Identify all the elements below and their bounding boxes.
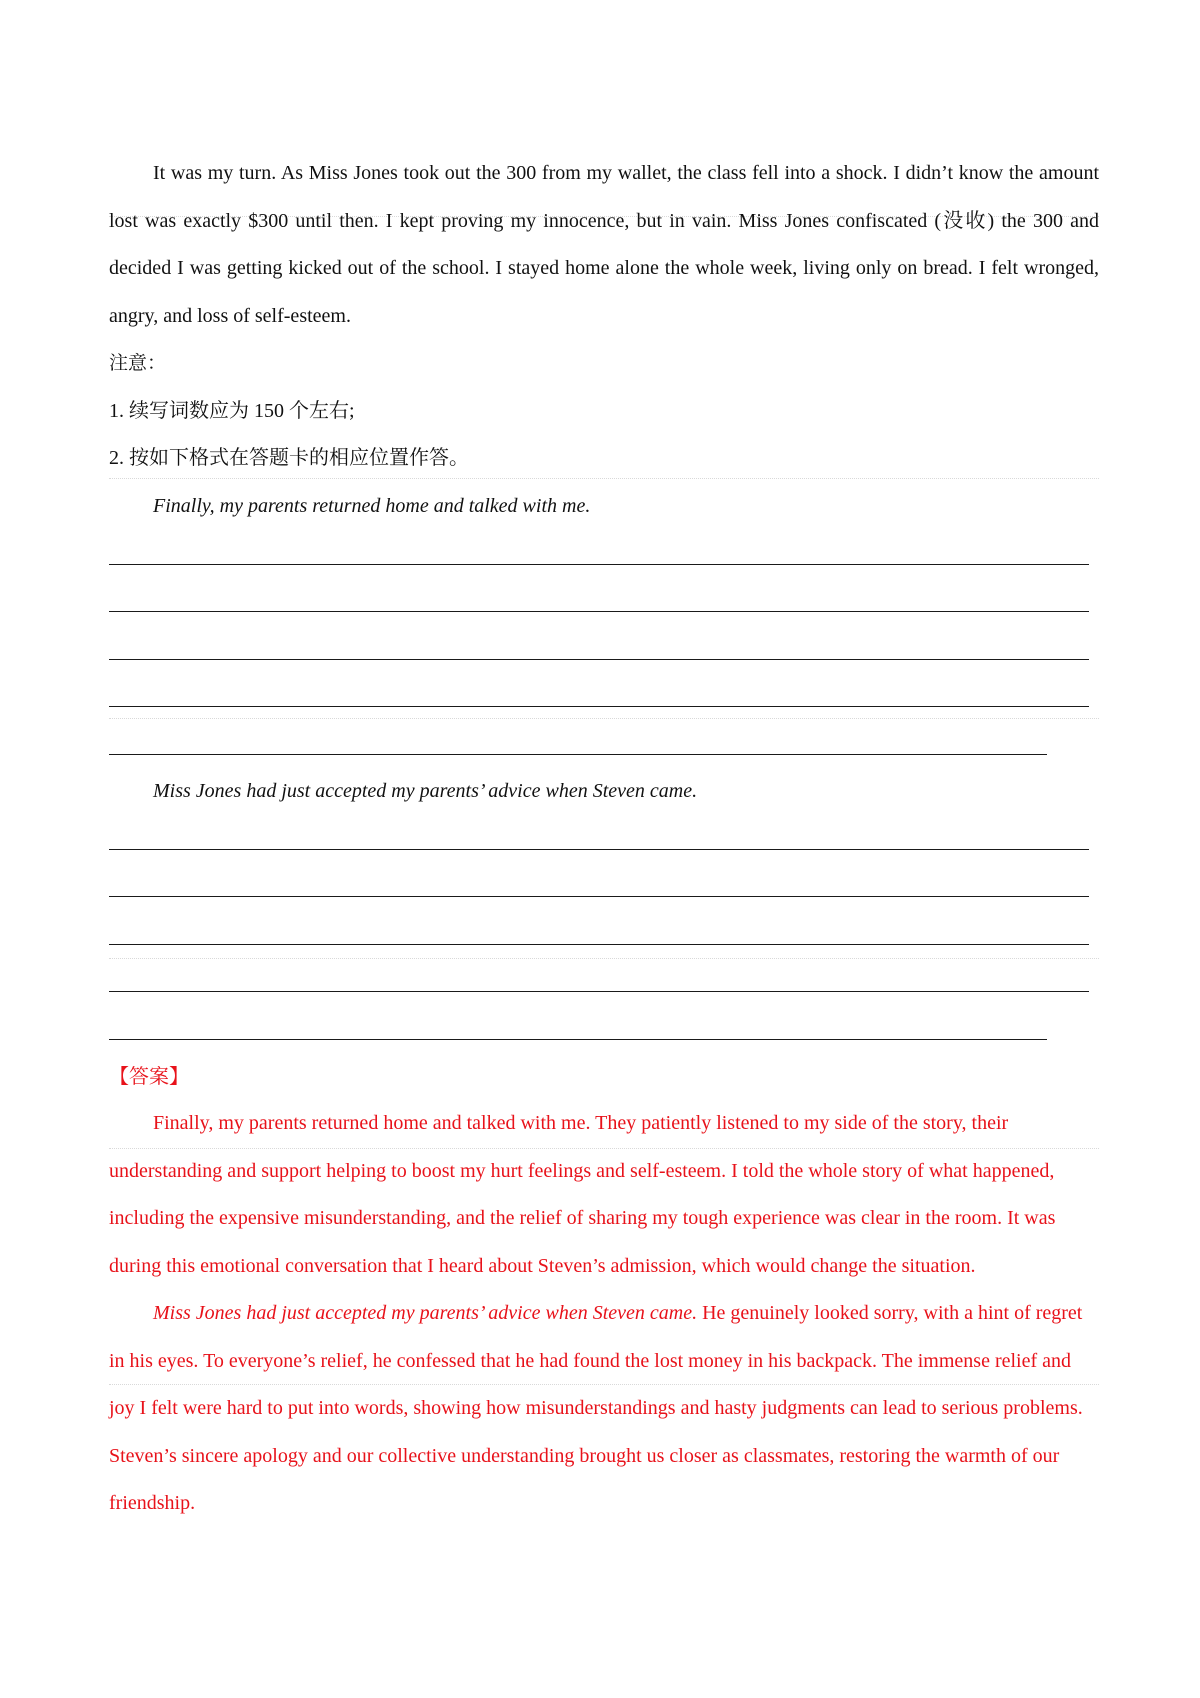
writing-line[interactable] [109,720,1099,768]
writing-line[interactable] [109,910,1099,958]
writing-line[interactable] [109,958,1099,1006]
answer-paragraph-2 [109,1290,1099,1528]
continuation-prompt-1: Finally, my parents returned home and talked with me. [153,494,591,517]
writing-line[interactable] [109,1005,1099,1053]
notes-heading: 注意： [109,352,167,374]
answer-paragraph-1: Finally, my parents returned home and talked with me. They patiently listened to my side of the story, their understanding and support helping to boost my hurt feelings and self-esteem. I told the whole story of what happened, including the expensive misunderstanding, and the relief of sharing my tough experience was clear in the room. It was during this emotional conversation that I heard about Steven’s admission, which would change the situation. [109,1112,1056,1277]
writing-line[interactable] [109,863,1099,911]
writing-line[interactable] [109,578,1099,626]
writing-line[interactable] [109,673,1099,721]
answer-paragraph-2-rest: He genuinely looked sorry, with a hint of regret in his eyes. To everyone’s relief, he confessed that he had found the lost money in his backpack. The immense relief and joy I felt were hard to put into words, showing how misunderstandings and hasty judgments can lead to serious problems. Steven’s sincere apology and our collective understanding brought us closer as classmates, restoring the warmth of our friendship. [109,1302,1083,1514]
note-item-2: 2. 按如下格式在答题卡的相应位置作答。 [109,447,469,469]
document-body [109,150,1099,1528]
writing-line[interactable] [109,530,1099,578]
writing-line[interactable] [109,625,1099,673]
continuation-prompt-2: Miss Jones had just accepted my parents’ advice when Steven came. [153,779,698,802]
answer-heading: 【答案】 [109,1063,189,1088]
writing-line[interactable] [109,815,1099,863]
note-item-1: 1. 续写词数应为 150 个左右; [109,399,355,422]
answer-paragraph-2-lead: Miss Jones had just accepted my parents’ advice when Steven came. [153,1302,698,1324]
story-paragraph: It was my turn. As Miss Jones took out the 300 from my wallet, the class fell into a shock. I didn’t know the amount lost was exactly $300 until then. I kept proving my innocence, but in vain. Miss Jones confiscated (没收) the 300 and decided I was getting kicked out of the school. I stayed home alone the whole week, living only on bread. I felt wronged, angry, and loss of self-esteem. [109,162,1099,327]
